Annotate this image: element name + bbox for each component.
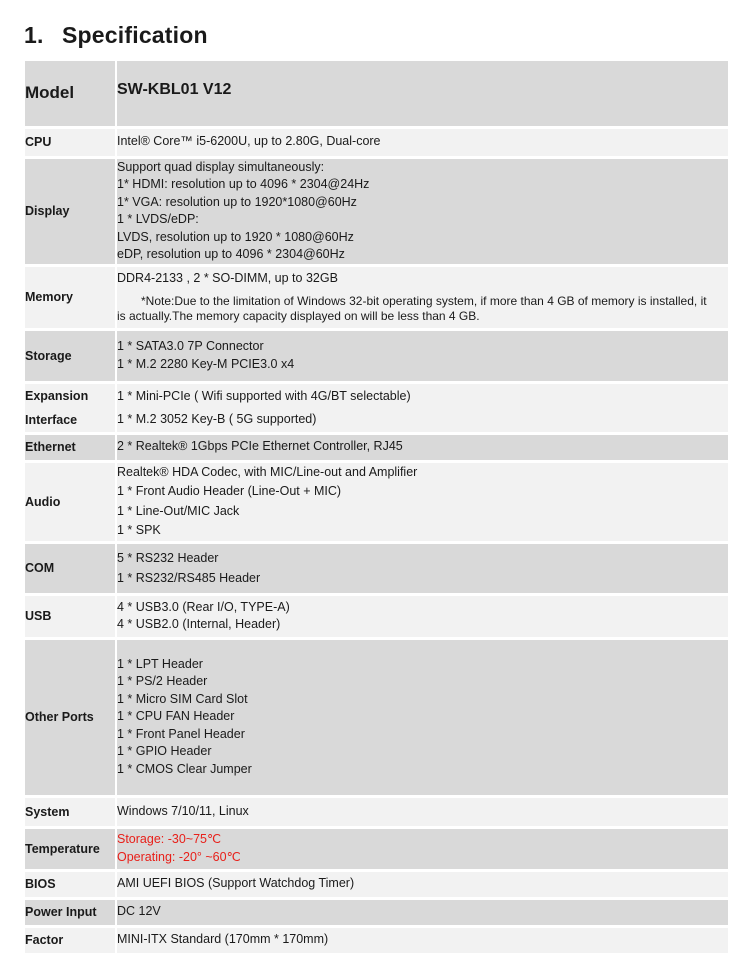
spec-line: Realtek® HDA Codec, with MIC/Line-out and Amplifier bbox=[117, 464, 418, 479]
spec-line: 1 * Front Audio Header (Line-Out + MIC) bbox=[117, 484, 342, 498]
spec-line: Intel® Core™ i5-6200U, up to 2.80G, Dual-core bbox=[117, 134, 381, 149]
spec-line: 1 * Mini-PCIe ( Wifi supported with 4G/BT selectable) bbox=[117, 388, 411, 403]
spec-line: DDR4-2133 , 2 * SO-DIMM, up to 32GB bbox=[117, 271, 338, 286]
spec-line: 2 * Realtek® 1Gbps PCIe Ethernet Controller, RJ45 bbox=[117, 439, 403, 454]
spec-value bbox=[116, 542, 728, 594]
spec-line: 4 * USB2.0 (Internal, Header) bbox=[117, 617, 281, 631]
spec-key: USB bbox=[25, 594, 116, 638]
spec-value bbox=[116, 594, 728, 638]
spec-key: Model bbox=[25, 61, 116, 127]
section-title: Specification bbox=[62, 22, 208, 48]
spec-key: Memory bbox=[25, 265, 116, 329]
spec-key-line: Interface bbox=[25, 412, 78, 427]
spec-line: 1* HDMI: resolution up to 4096 * 2304@24Hz bbox=[117, 177, 370, 191]
section-number: 1. bbox=[24, 22, 44, 48]
spec-row-system bbox=[25, 796, 728, 827]
spec-value bbox=[116, 827, 728, 870]
spec-row-storage bbox=[25, 329, 728, 382]
spec-key: Display bbox=[25, 157, 116, 265]
spec-line: LVDS, resolution up to 1920 * 1080@60Hz bbox=[117, 229, 354, 244]
spec-key: Audio bbox=[25, 461, 116, 542]
spec-line: MINI-ITX Standard (170mm * 170mm) bbox=[117, 932, 329, 947]
spec-line: 1 * GPIO Header bbox=[117, 744, 212, 759]
spec-line: eDP, resolution up to 4096 * 2304@60Hz bbox=[117, 247, 345, 261]
spec-line: 4 * USB3.0 (Rear I/O, TYPE-A) bbox=[117, 599, 290, 614]
operating-temperature: Operating: -20° ~60℃ bbox=[117, 849, 241, 864]
spec-line: 1 * PS/2 Header bbox=[117, 674, 208, 689]
spec-row-memory bbox=[25, 265, 728, 329]
spec-line: 1 * M.2 2280 Key-M PCIE3.0 x4 bbox=[117, 356, 295, 371]
spec-value bbox=[116, 796, 728, 827]
spec-row-temperature bbox=[25, 827, 728, 870]
spec-row-other-ports bbox=[25, 638, 728, 796]
spec-value bbox=[116, 127, 728, 157]
spec-key: Factor bbox=[25, 926, 116, 954]
spec-line: Support quad display simultaneously: bbox=[117, 159, 325, 174]
spec-value bbox=[116, 433, 728, 461]
storage-temperature: Storage: -30~75℃ bbox=[117, 832, 222, 846]
spec-value bbox=[116, 638, 728, 796]
spec-value bbox=[116, 61, 728, 127]
section-heading bbox=[24, 22, 208, 49]
spec-key: Storage bbox=[25, 329, 116, 382]
spec-value bbox=[116, 329, 728, 382]
spec-row-bios bbox=[25, 870, 728, 898]
spec-key: Ethernet bbox=[25, 433, 116, 461]
spec-line: 1 * CPU FAN Header bbox=[117, 709, 235, 724]
spec-line: 1 * SPK bbox=[117, 523, 161, 537]
spec-line: 1* VGA: resolution up to 1920*1080@60Hz bbox=[117, 194, 357, 209]
spec-line: Windows 7/10/11, Linux bbox=[117, 803, 249, 818]
spec-row-audio bbox=[25, 461, 728, 542]
spec-line: 1 * Micro SIM Card Slot bbox=[117, 691, 248, 706]
specification-table bbox=[25, 61, 728, 956]
spec-line: AMI UEFI BIOS (Support Watchdog Timer) bbox=[117, 876, 355, 891]
spec-value bbox=[116, 870, 728, 898]
spec-line: 1 * SATA3.0 7P Connector bbox=[117, 339, 264, 353]
spec-value bbox=[116, 898, 728, 926]
spec-row-factor bbox=[25, 926, 728, 954]
spec-row-power-input bbox=[25, 898, 728, 926]
spec-row-model bbox=[25, 61, 728, 127]
spec-row-expansion bbox=[25, 382, 728, 433]
spec-line: 1 * RS232/RS485 Header bbox=[117, 571, 261, 585]
spec-line: 5 * RS232 Header bbox=[117, 551, 219, 565]
memory-note: *Note:Due to the limitation of Windows 32-bit operating system, if more than 4 GB of memory is installed, it is actually.The memory capacity displayed on will be less than 4 GB. bbox=[117, 293, 707, 323]
spec-line: 1 * Front Panel Header bbox=[117, 726, 245, 741]
spec-line: DC 12V bbox=[117, 904, 161, 919]
spec-key: CPU bbox=[25, 127, 116, 157]
spec-value bbox=[116, 382, 728, 433]
spec-line: 1 * Line-Out/MIC Jack bbox=[117, 503, 240, 518]
spec-value bbox=[116, 265, 728, 329]
spec-row-cpu bbox=[25, 127, 728, 157]
spec-row-usb bbox=[25, 594, 728, 638]
spec-row-com bbox=[25, 542, 728, 594]
spec-line: 1 * LPT Header bbox=[117, 656, 203, 671]
spec-key: Other Ports bbox=[25, 638, 116, 796]
spec-value bbox=[116, 926, 728, 954]
model-name: SW-KBL01 V12 bbox=[117, 80, 232, 98]
spec-line: 1 * M.2 3052 Key-B ( 5G supported) bbox=[117, 411, 317, 426]
spec-key-line: Expansion bbox=[25, 388, 89, 403]
spec-line: 1 * CMOS Clear Jumper bbox=[117, 761, 252, 776]
spec-key: COM bbox=[25, 542, 116, 594]
spec-row-ethernet bbox=[25, 433, 728, 461]
spec-key: System bbox=[25, 796, 116, 827]
spec-key: BIOS bbox=[25, 870, 116, 898]
spec-value bbox=[116, 461, 728, 542]
spec-key: Power Input bbox=[25, 898, 116, 926]
spec-value bbox=[116, 157, 728, 265]
spec-row-display bbox=[25, 157, 728, 265]
spec-key: Temperature bbox=[25, 827, 116, 870]
spec-line: 1 * LVDS/eDP: bbox=[117, 212, 199, 226]
spec-key bbox=[25, 382, 116, 433]
